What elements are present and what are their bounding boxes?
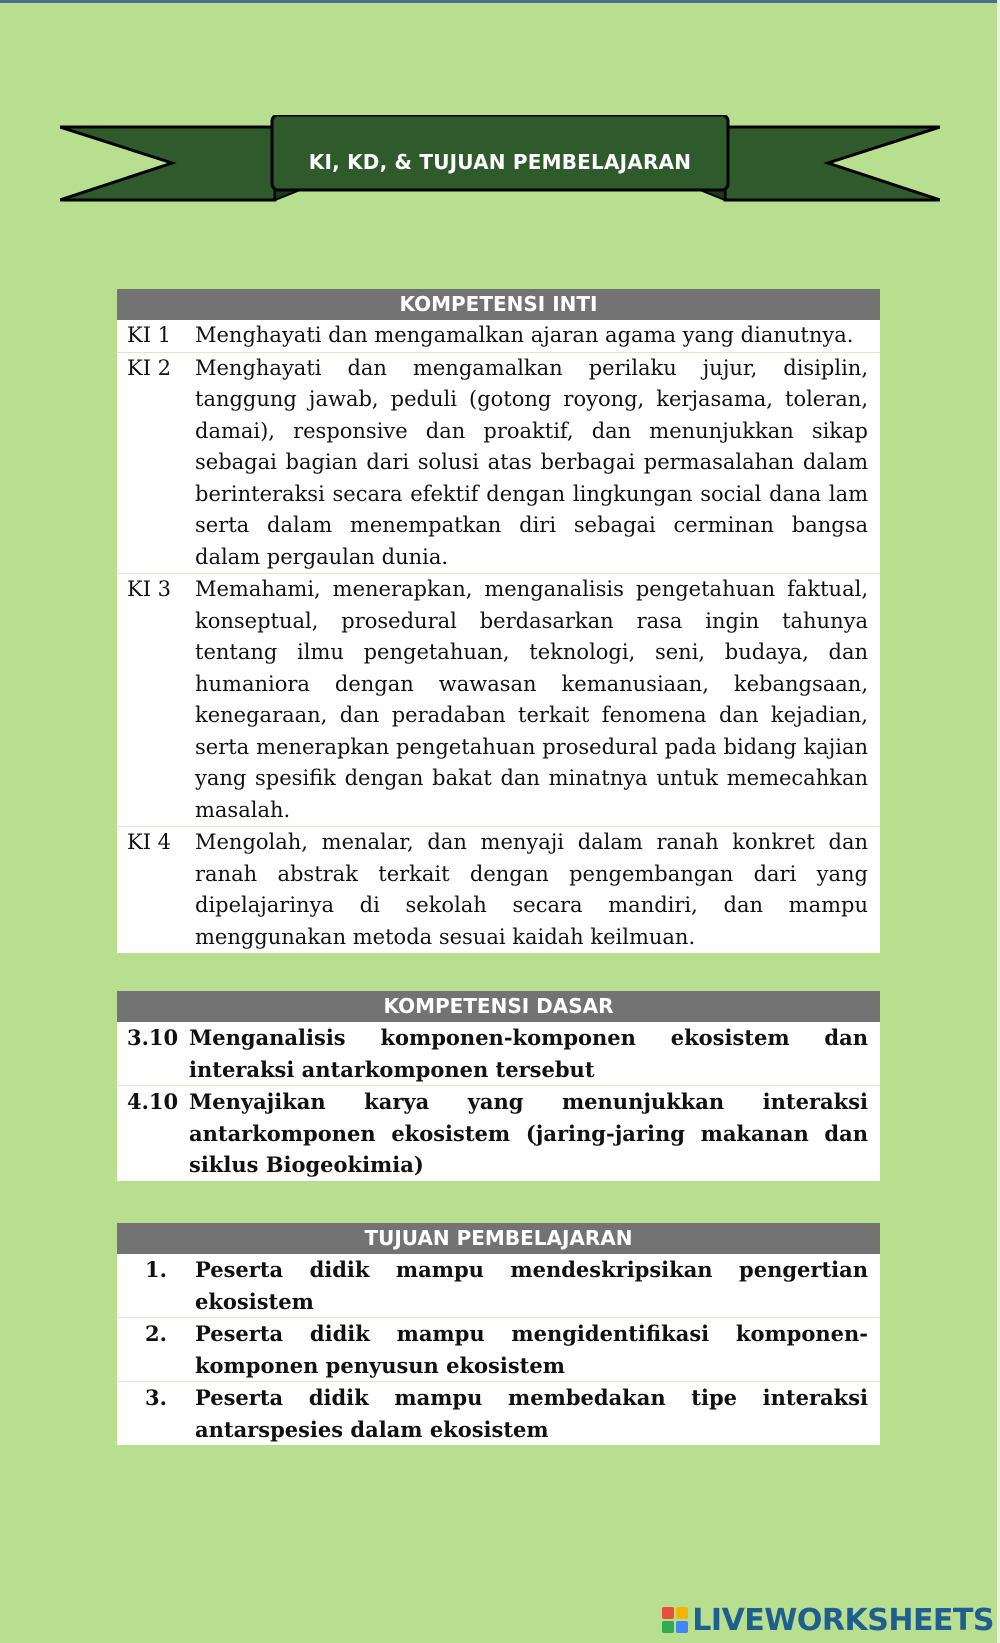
ki-description: Mengolah, menalar, dan menyaji dalam ranah konkret dan ranah abstrak terkait dengan pengembangan dari yang dipelajarinya di sekolah secara mandiri, dan mampu menggunakan metoda sesuai kaidah keilmuan. — [195, 830, 868, 949]
table-row — [117, 1254, 880, 1318]
tp-description: Peserta didik mampu mengidentifikasi komponen-komponen penyusun ekosistem — [195, 1321, 868, 1378]
table-row — [117, 320, 880, 353]
kompetensi-dasar-header: KOMPETENSI DASAR — [117, 991, 880, 1022]
tp-number: 3. — [145, 1385, 167, 1410]
banner-title: KI, KD, & TUJUAN PEMBELAJARAN — [308, 150, 692, 174]
ki-code: KI 4 — [127, 830, 172, 854]
kompetensi-dasar-table — [117, 991, 880, 1181]
ki-code: KI 3 — [127, 577, 172, 601]
table-row — [117, 574, 880, 827]
kompetensi-inti-table — [117, 289, 880, 953]
table-row — [117, 827, 880, 953]
logo-text: LIVEWORKSHEETS — [692, 1602, 994, 1638]
tp-number: 2. — [145, 1321, 167, 1346]
ki-code: KI 2 — [127, 355, 172, 380]
tp-description: Peserta didik mampu membedakan tipe interaksi antarspesies dalam ekosistem — [195, 1385, 868, 1442]
ki-description: Menghayati dan mengamalkan perilaku jujur, disiplin, tanggung jawab, peduli (gotong royong, kerjasama, toleran, damai), responsive dan proaktif, dan menunjukkan sikap sebagai bagian dari solusi atas berbagai permasalahan dalam berinteraksi secara efektif dengan lingkungan social dana lam serta dalam menempatkan diri sebagai cerminan bangsa dalam pergaulan dunia. — [195, 355, 868, 569]
tujuan-pembelajaran-table — [117, 1223, 880, 1445]
liveworksheets-logo-icon — [662, 1607, 688, 1633]
kd-description: Menyajikan karya yang menunjukkan interaksi antarkomponen ekosistem (jaring-jaring makanan dan siklus Biogeokimia) — [189, 1089, 868, 1177]
ki-description: Menghayati dan mengamalkan ajaran agama yang dianutnya. — [195, 323, 854, 347]
table-row — [117, 1318, 880, 1382]
table-row — [117, 353, 880, 575]
kd-code: 3.10 — [127, 1025, 179, 1050]
title-banner — [60, 115, 940, 215]
tp-description: Peserta didik mampu mendeskripsikan pengertian ekosistem — [195, 1257, 868, 1314]
kompetensi-inti-header: KOMPETENSI INTI — [117, 289, 880, 320]
ki-description: Memahami, menerapkan, menganalisis pengetahuan faktual, konseptual, prosedural berdasarkan rasa ingin tahunya tentang ilmu pengetahuan, teknologi, seni, budaya, dan humaniora dengan wawasan kemanusiaan, kebangsaan, kenegaraan, dan peradaban terkait fenomena dan kejadian, serta menerapkan pengetahuan prosedural pada bidang kajian yang spesifik dengan bakat dan minatnya untuk memecahkan masalah. — [195, 577, 868, 822]
table-row — [117, 1086, 880, 1181]
table-row — [117, 1022, 880, 1086]
ki-code: KI 1 — [127, 323, 172, 347]
tujuan-pembelajaran-header: TUJUAN PEMBELAJARAN — [117, 1223, 880, 1254]
top-border-line — [0, 0, 1000, 3]
table-row — [117, 1382, 880, 1445]
liveworksheets-logo[interactable] — [662, 1603, 994, 1637]
tp-number: 1. — [145, 1257, 167, 1282]
kd-code: 4.10 — [127, 1089, 179, 1114]
kd-description: Menganalisis komponen-komponen ekosistem dan interaksi antarkomponen tersebut — [189, 1025, 868, 1082]
